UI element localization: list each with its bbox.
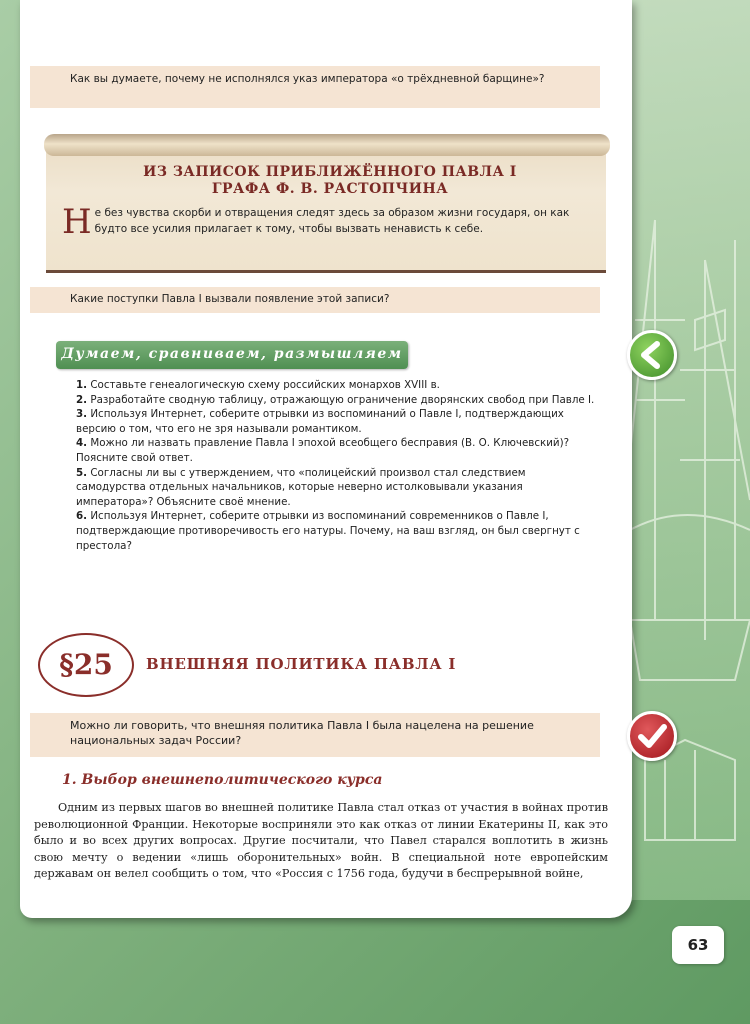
task-text: Составьте генеалогическую схему российских монархов XVIII в.: [90, 379, 440, 391]
checkmark-icon: [630, 714, 674, 758]
quote-title-line2: ГРАФА Ф. В. РАСТОПЧИНА: [211, 181, 449, 197]
task-text: Можно ли назвать правление Павла I эпохой всеобщего бесправия (В. О. Ключевский)? Поясните свой ответ.: [76, 437, 570, 464]
page-number: 63: [672, 926, 724, 964]
task-number: 6.: [76, 510, 88, 523]
task-number: 1.: [76, 379, 88, 391]
task-number: 4.: [76, 437, 88, 450]
task-item: [76, 436, 596, 465]
task-text: Разработайте сводную таблицу, отражающую ограничение дворянских свобод при Павле I.: [90, 393, 595, 406]
task-number: 3.: [76, 408, 88, 421]
task-number: 2.: [76, 393, 88, 406]
task-text: Согласны ли вы с утверждением, что «полицейский произвол стал следствием самодурства отдельных начальников, которые неверно истолковывали указания императора»? Объясните своё мнение.: [76, 466, 526, 508]
check-button[interactable]: [627, 711, 677, 761]
paragraph-title: ВНЕШНЯЯ ПОЛИТИКА ПАВЛА I: [146, 655, 457, 673]
question-box-paragraph: [30, 713, 600, 757]
subsection-title: 1. Выбор внешнеполитического курса: [62, 772, 383, 788]
body-paragraph: Одним из первых шагов во внешней политике Павла стал отказ от участия в войнах против революционной Франции. Некоторые восприняли это как отказ от линии Екатерины II, как это было и во всех других вопросах. Другие посчитали, что Павел старался воплотить в жизнь свою мечту о ведении «лишь оборонительных» войн. В специальной ноте европейским державам он велел сообщить о том, что «Россия с 1756 года, будучи в беспрерывной войне,: [34, 801, 608, 880]
quote-title: [70, 164, 590, 198]
task-text: Используя Интернет, соберите отрывки из воспоминаний о Павле I, подтверждающих версию о том, что его не зря называли романтиком.: [76, 408, 564, 435]
task-item: [76, 393, 596, 408]
sailing-ship-illustration: [625, 200, 750, 900]
question-box-quote: [30, 287, 600, 313]
task-number: 5.: [76, 466, 88, 479]
question-text: Можно ли говорить, что внешняя политика Павла I была нацелена на решение национальных задач России?: [70, 719, 534, 747]
scroll-roll-top: [44, 134, 610, 156]
task-item: [76, 407, 596, 436]
question-text: Какие поступки Павла I вызвали появление этой записи?: [70, 293, 390, 305]
task-item: [76, 466, 596, 510]
question-box-decree: [30, 66, 600, 108]
question-text: Как вы думаете, почему не исполнялся указ императора «о трёхдневной барщине»?: [70, 73, 545, 85]
quote-body: е без чувства скорби и отвращения следят здесь за образом жизни государя, он как будто все усилия прилагает к тому, чтобы вызвать ненависть к себе.: [94, 207, 570, 235]
chevron-left-icon: [630, 333, 674, 377]
quote-text: [62, 202, 592, 242]
task-item: [76, 509, 596, 553]
section-ribbon-label: Думаем, сравниваем, размышляем: [61, 346, 403, 362]
quote-title-line1: ИЗ ЗАПИСОК ПРИБЛИЖЁННОГО ПАВЛА I: [143, 164, 517, 180]
drop-cap: Н: [62, 202, 92, 242]
task-list: [76, 378, 596, 553]
paragraph-number-badge: §25: [38, 633, 134, 697]
task-item: [76, 378, 596, 393]
task-text: Используя Интернет, соберите отрывки из воспоминаний современников о Павле I, подтверждающие противоречивость его натуры. Почему, на ваш взгляд, он был свергнут с престола?: [76, 510, 580, 552]
back-button[interactable]: [627, 330, 677, 380]
